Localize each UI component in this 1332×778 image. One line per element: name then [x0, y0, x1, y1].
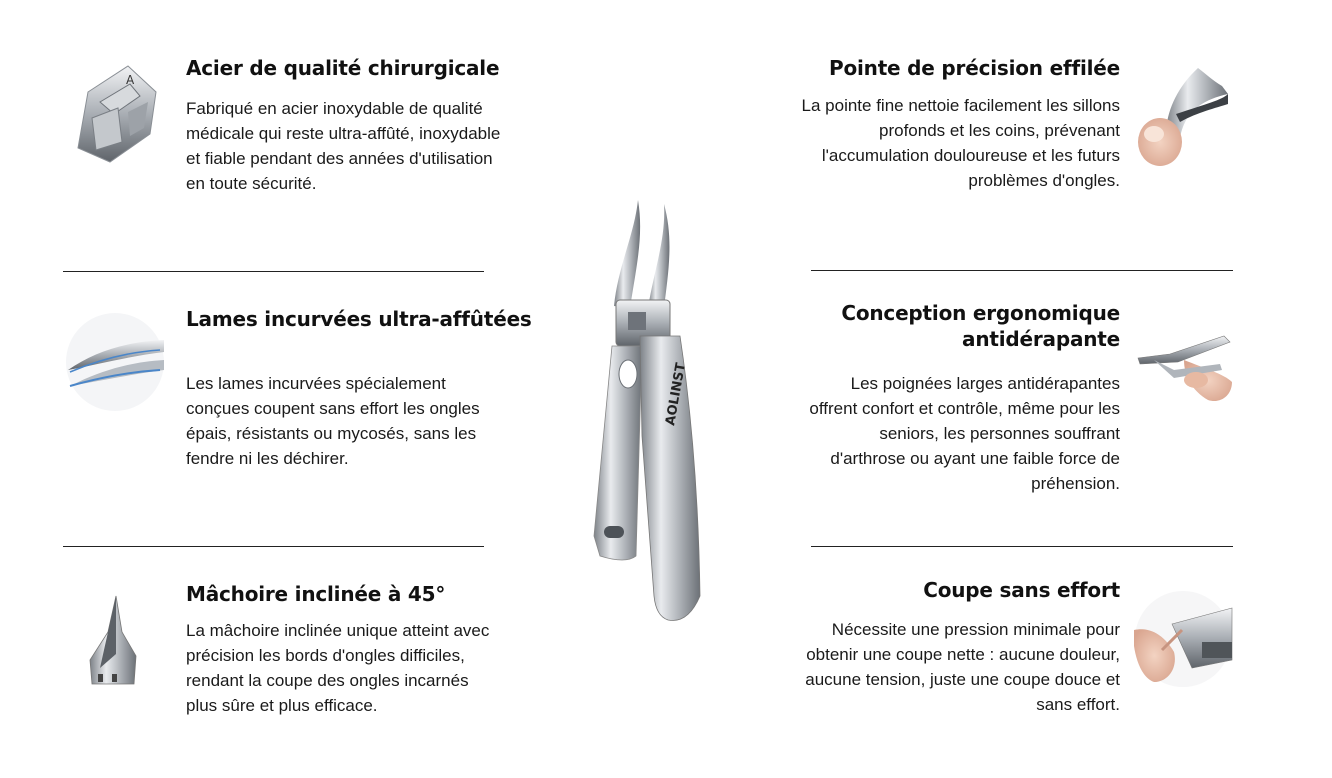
divider [811, 270, 1233, 271]
feature-title: Pointe de précision effilée [829, 56, 1120, 80]
feature-ergonomic-grip [780, 300, 1120, 500]
feature-title: Acier de qualité chirurgicale [186, 56, 500, 80]
feature-description: Nécessite une pression minimale pour obtenir une coupe nette : aucune douleur, aucune tension, juste une coupe douce et sans effort. [805, 620, 1120, 714]
feature-description: Les lames incurvées spécialement conçues coupent sans effort les ongles épais, résistants ou mycosés, sans les fendre ni les déchirer. [186, 374, 480, 468]
hand-grip-icon [1134, 330, 1234, 406]
feature-title: Mâchoire inclinée à 45° [186, 582, 446, 606]
divider [63, 546, 484, 547]
feature-precision-tip [790, 55, 1120, 205]
feature-effortless-cut [790, 577, 1120, 727]
feature-description: La pointe fine nettoie facilement les sillons profonds et les coins, prévenant l'accumulation douloureuse et les futurs problèmes d'ongles. [801, 96, 1120, 190]
easy-cut-icon [1132, 590, 1234, 688]
angled-jaw-icon [86, 594, 140, 690]
curved-blades-icon [64, 312, 166, 412]
feature-description: Fabriqué en acier inoxydable de qualité médicale qui reste ultra-affûté, inoxydable et fiable pendant des années d'utilisation en toute sécurité. [186, 99, 501, 193]
feature-angled-jaw [186, 581, 516, 721]
feature-description: Les poignées larges antidérapantes offrent confort et contrôle, même pour les seniors, les personnes souffrant d'arthrose ou ayant une faible force de préhension. [809, 374, 1120, 493]
precision-tip-icon [1136, 64, 1232, 168]
svg-text:A: A [126, 73, 135, 87]
feature-title: Coupe sans effort [923, 578, 1120, 602]
divider [811, 546, 1233, 547]
brand-label: AOLINST [663, 361, 689, 427]
feature-title: Lames incurvées ultra-affûtées [186, 307, 532, 331]
feature-title: Conception ergonomique antidérapante [841, 301, 1120, 351]
nail-clipper-product-image [588, 196, 712, 626]
feature-surgical-steel [186, 55, 516, 205]
steel-jaw-icon [70, 62, 162, 166]
feature-curved-blades [186, 306, 532, 476]
divider [63, 271, 484, 272]
feature-description: La mâchoire inclinée unique atteint avec précision les bords d'ongles difficiles, rendant la coupe des ongles incarnés plus sûre et plus efficace. [186, 621, 490, 715]
